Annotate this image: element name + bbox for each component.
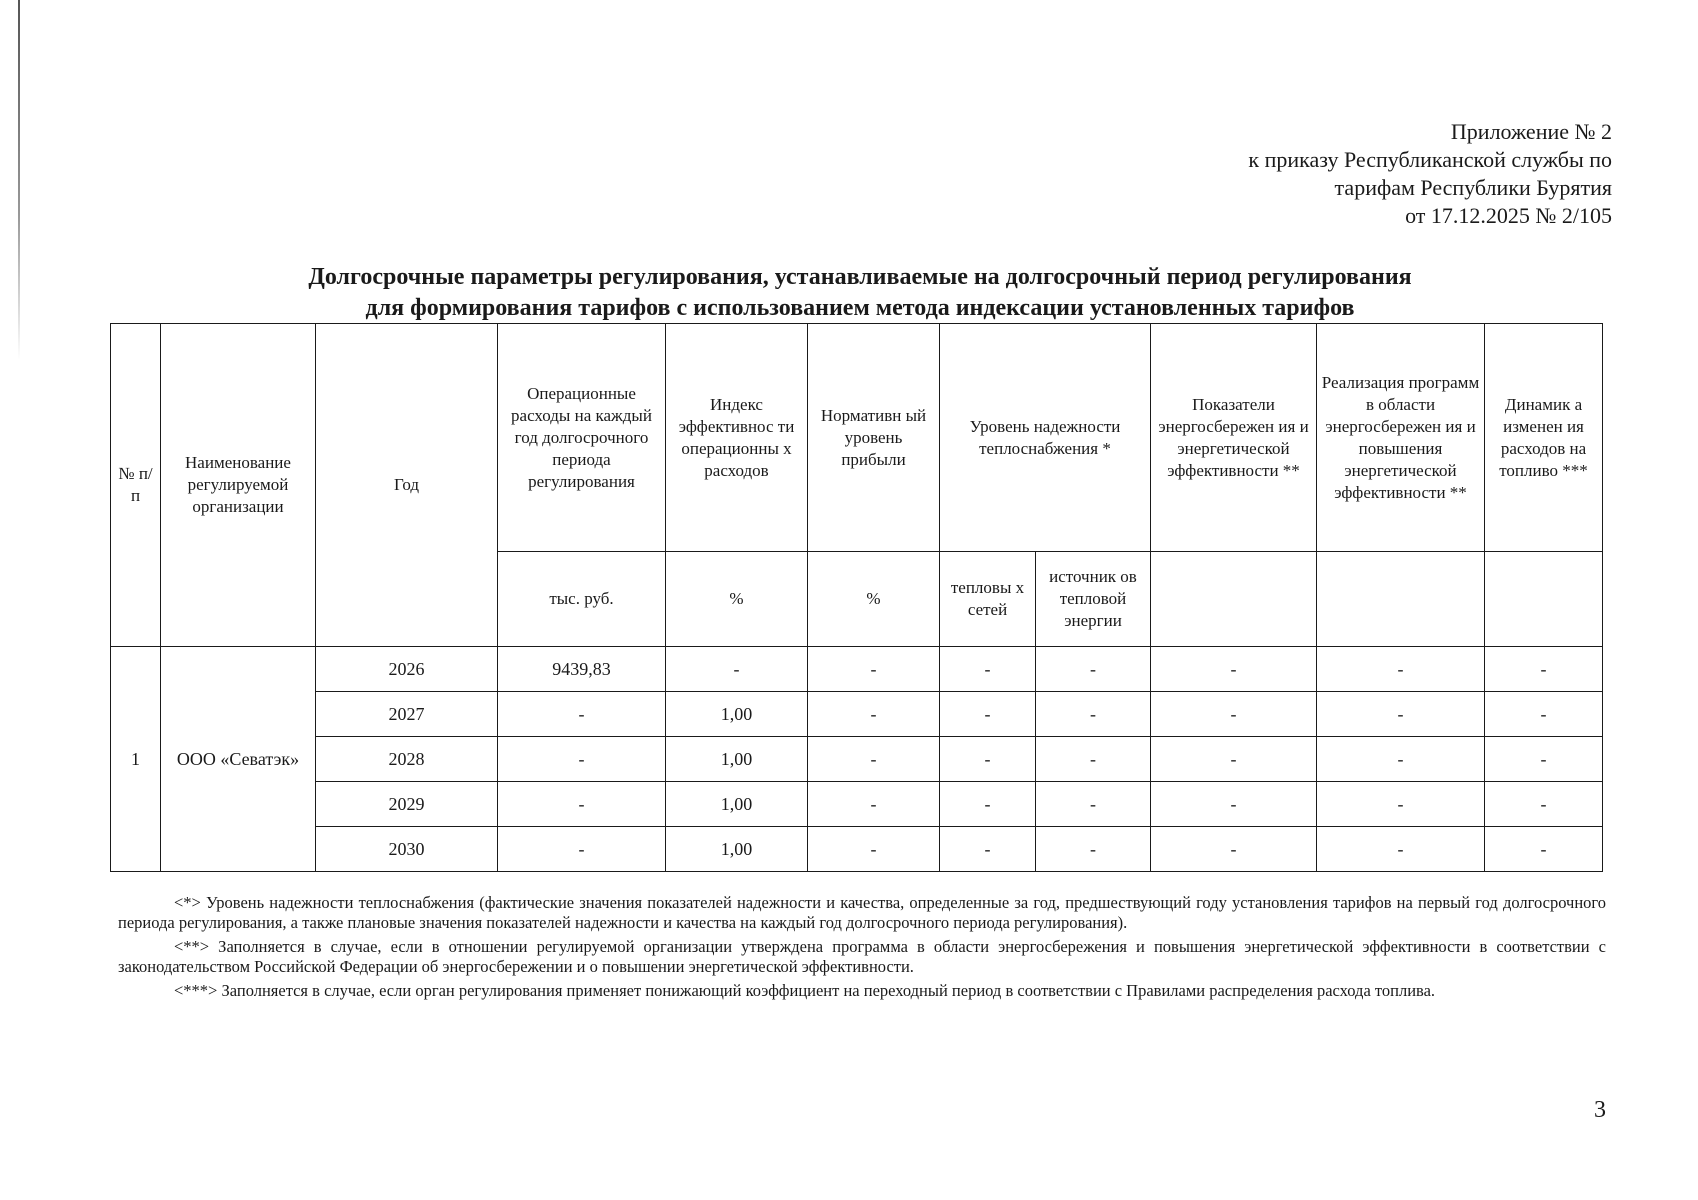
header-num: № п/п xyxy=(111,324,161,647)
cell-sources: - xyxy=(1036,647,1151,692)
cell-profit: - xyxy=(808,737,940,782)
cell-eff: 1,00 xyxy=(666,827,808,872)
table-row xyxy=(111,737,1603,782)
cell-networks: - xyxy=(940,692,1036,737)
header-programs: Реализация программ в области энергосбережен ия и повышения энергетической эффективности ** xyxy=(1317,324,1485,552)
cell-year: 2030 xyxy=(316,827,498,872)
table-row xyxy=(111,827,1603,872)
cell-profit: - xyxy=(808,692,940,737)
cell-opex: - xyxy=(498,782,666,827)
scan-edge-line xyxy=(18,0,20,360)
cell-energy: - xyxy=(1151,737,1317,782)
cell-fuel: - xyxy=(1485,692,1603,737)
unit-profit: % xyxy=(808,552,940,647)
table-row xyxy=(111,782,1603,827)
appendix-line-4: от 17.12.2025 № 2/105 xyxy=(1405,203,1612,228)
cell-eff: 1,00 xyxy=(666,692,808,737)
org-number: 1 xyxy=(111,647,161,872)
cell-profit: - xyxy=(808,782,940,827)
cell-fuel: - xyxy=(1485,737,1603,782)
appendix-header xyxy=(1248,118,1612,230)
cell-eff: 1,00 xyxy=(666,737,808,782)
org-name: ООО «Севатэк» xyxy=(161,647,316,872)
cell-opex: 9439,83 xyxy=(498,647,666,692)
cell-programs: - xyxy=(1317,827,1485,872)
unit-sources: источник ов тепловой энергии xyxy=(1036,552,1151,647)
header-org: Наименование регулируемой организации xyxy=(161,324,316,647)
cell-energy: - xyxy=(1151,692,1317,737)
cell-sources: - xyxy=(1036,737,1151,782)
cell-profit: - xyxy=(808,827,940,872)
cell-opex: - xyxy=(498,692,666,737)
cell-sources: - xyxy=(1036,782,1151,827)
cell-eff: 1,00 xyxy=(666,782,808,827)
cell-year: 2026 xyxy=(316,647,498,692)
footnote-3: <***> Заполняется в случае, если орган регулирования применяет понижающий коэффициент на переходный период в соответствии с Правилами распределения расхода топлива. xyxy=(174,981,1436,1000)
parameters-table xyxy=(110,323,1603,872)
appendix-line-2: к приказу Республиканской службы по xyxy=(1248,147,1612,172)
appendix-line-3: тарифам Республики Бурятия xyxy=(1334,175,1612,200)
footnote-2: <**> Заполняется в случае, если в отношении регулируемой организации утверждена программа в области энергосбережения и повышения энергетической эффективности в соответствии с законодательством Российской Федерации об энергосбережении и о повышении энергетической эффективности. xyxy=(118,937,1606,976)
header-eff: Индекс эффективнос ти операционны х расходов xyxy=(666,324,808,552)
unit-programs-empty xyxy=(1317,552,1485,647)
cell-opex: - xyxy=(498,827,666,872)
cell-programs: - xyxy=(1317,782,1485,827)
cell-fuel: - xyxy=(1485,647,1603,692)
cell-networks: - xyxy=(940,737,1036,782)
cell-energy: - xyxy=(1151,647,1317,692)
cell-networks: - xyxy=(940,782,1036,827)
cell-programs: - xyxy=(1317,737,1485,782)
header-energy: Показатели энергосбережен ия и энергетической эффективности ** xyxy=(1151,324,1317,552)
cell-profit: - xyxy=(808,647,940,692)
cell-year: 2027 xyxy=(316,692,498,737)
cell-sources: - xyxy=(1036,692,1151,737)
header-reliability: Уровень надежности теплоснабжения * xyxy=(940,324,1151,552)
document-title xyxy=(110,262,1610,324)
cell-networks: - xyxy=(940,827,1036,872)
cell-energy: - xyxy=(1151,782,1317,827)
cell-opex: - xyxy=(498,737,666,782)
cell-programs: - xyxy=(1317,692,1485,737)
cell-networks: - xyxy=(940,647,1036,692)
footnote-1: <*> Уровень надежности теплоснабжения (фактические значения показателей надежности и качества, определенные за год, предшествующий году установления тарифов на первый год долгосрочного периода регулирования, а также плановые значения показателей надежности и качества на каждый год долгосрочного периода регулирования). xyxy=(118,893,1606,932)
title-line-1: Долгосрочные параметры регулирования, устанавливаемые на долгосрочный период регулирования xyxy=(308,264,1412,290)
header-opex: Операционные расходы на каждый год долгосрочного периода регулирования xyxy=(498,324,666,552)
cell-energy: - xyxy=(1151,827,1317,872)
header-row xyxy=(111,324,1603,552)
table-row xyxy=(111,692,1603,737)
cell-fuel: - xyxy=(1485,827,1603,872)
unit-eff: % xyxy=(666,552,808,647)
appendix-line-1: Приложение № 2 xyxy=(1450,119,1612,144)
cell-programs: - xyxy=(1317,647,1485,692)
footnotes xyxy=(118,893,1606,1005)
unit-networks: тепловы х сетей xyxy=(940,552,1036,647)
unit-opex: тыс. руб. xyxy=(498,552,666,647)
unit-fuel-empty xyxy=(1485,552,1603,647)
unit-energy-empty xyxy=(1151,552,1317,647)
page-number: 3 xyxy=(1594,1097,1606,1123)
header-fuel: Динамик а изменен ия расходов на топливо *** xyxy=(1485,324,1603,552)
cell-sources: - xyxy=(1036,827,1151,872)
header-year: Год xyxy=(316,324,498,647)
cell-eff: - xyxy=(666,647,808,692)
header-profit: Нормативн ый уровень прибыли xyxy=(808,324,940,552)
cell-year: 2029 xyxy=(316,782,498,827)
table-row xyxy=(111,647,1603,692)
cell-fuel: - xyxy=(1485,782,1603,827)
cell-year: 2028 xyxy=(316,737,498,782)
title-line-2: для формирования тарифов с использованием метода индексации установленных тарифов xyxy=(365,295,1355,321)
